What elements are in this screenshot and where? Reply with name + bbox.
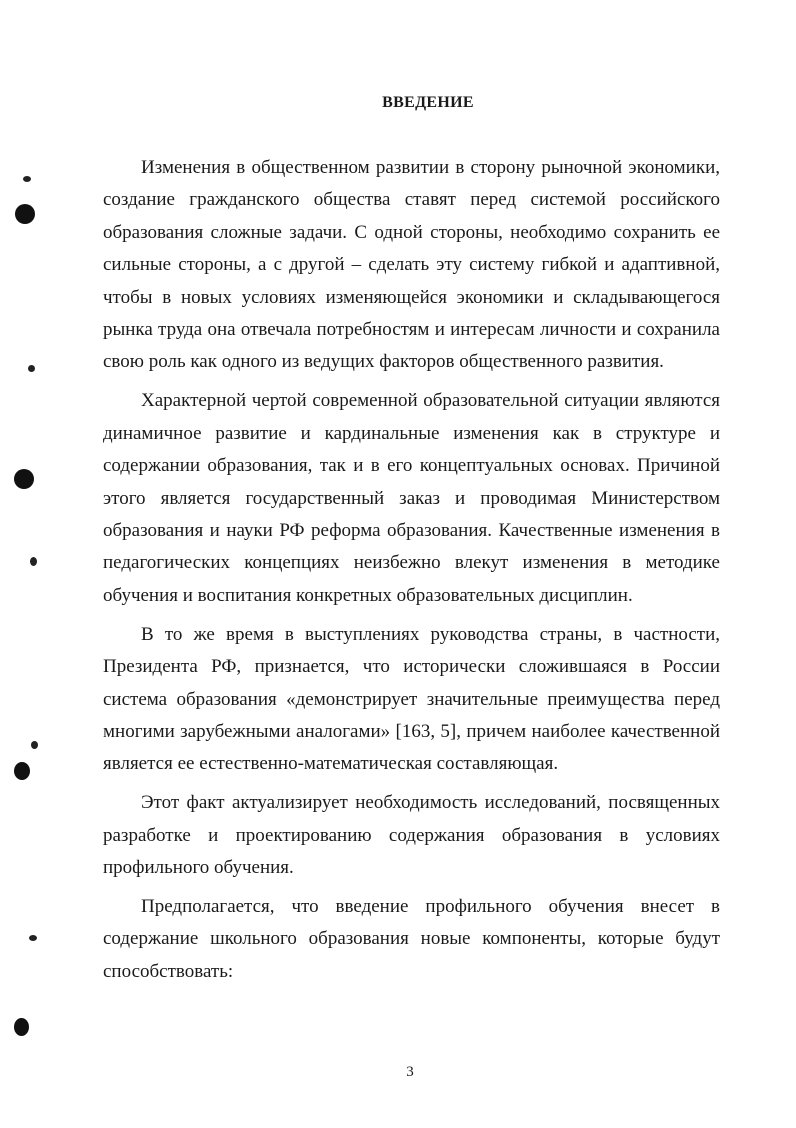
binder-hole-mark xyxy=(14,1018,29,1036)
binder-hole-mark xyxy=(14,469,34,489)
page-title: ВВЕДЕНИЕ xyxy=(382,94,474,111)
body-text xyxy=(103,152,720,995)
scan-speck xyxy=(31,741,38,749)
paragraph: Предполагается, что введение профильного обучения внесет в содержание школьного образования новые компоненты, которые будут способствовать: xyxy=(103,895,720,982)
scan-speck xyxy=(23,176,31,182)
page-number: 3 xyxy=(406,1064,414,1080)
scan-speck xyxy=(29,935,37,941)
scan-speck xyxy=(28,365,35,372)
paragraph: Этот факт актуализирует необходимость исследований, посвященных разработке и проектированию содержания образования в условиях профильного обучения. xyxy=(103,792,720,879)
scan-speck xyxy=(30,557,37,566)
binder-hole-mark xyxy=(14,762,30,780)
paragraph: В то же время в выступлениях руководства страны, в частности, Президента РФ, признается, что исторически сложившаяся в России система образования «демонстрирует значительные преимущества перед многими зарубежными аналогами» [163, 5], причем наиболее качественной является ее естественно-математическая составляющая. xyxy=(103,623,720,775)
paragraph: Характерной чертой современной образовательной ситуации являются динамичное развитие и кардинальные изменения как в структуре и содержании образования, так и в его концептуальных основах. Причиной этого является государственный заказ и проводимая Министерством образования и науки РФ реформа образования. Качественные изменения в педагогических концепциях неизбежно влекут изменения в методике обучения и воспитания конкретных образовательных дисциплин. xyxy=(103,390,720,606)
binder-hole-mark xyxy=(15,204,35,224)
paragraph: Изменения в общественном развитии в сторону рыночной экономики, создание гражданского общества ставят перед системой российского образования сложные задачи. С одной стороны, необходимо сохранить ее сильные стороны, а с другой – сделать эту систему гибкой и адаптивной, чтобы в новых условиях изменяющейся экономики и складывающегося рынка труда она отвечала потребностям и интересам личности и сохранила свою роль как одного из ведущих факторов общественного развития. xyxy=(103,157,720,373)
